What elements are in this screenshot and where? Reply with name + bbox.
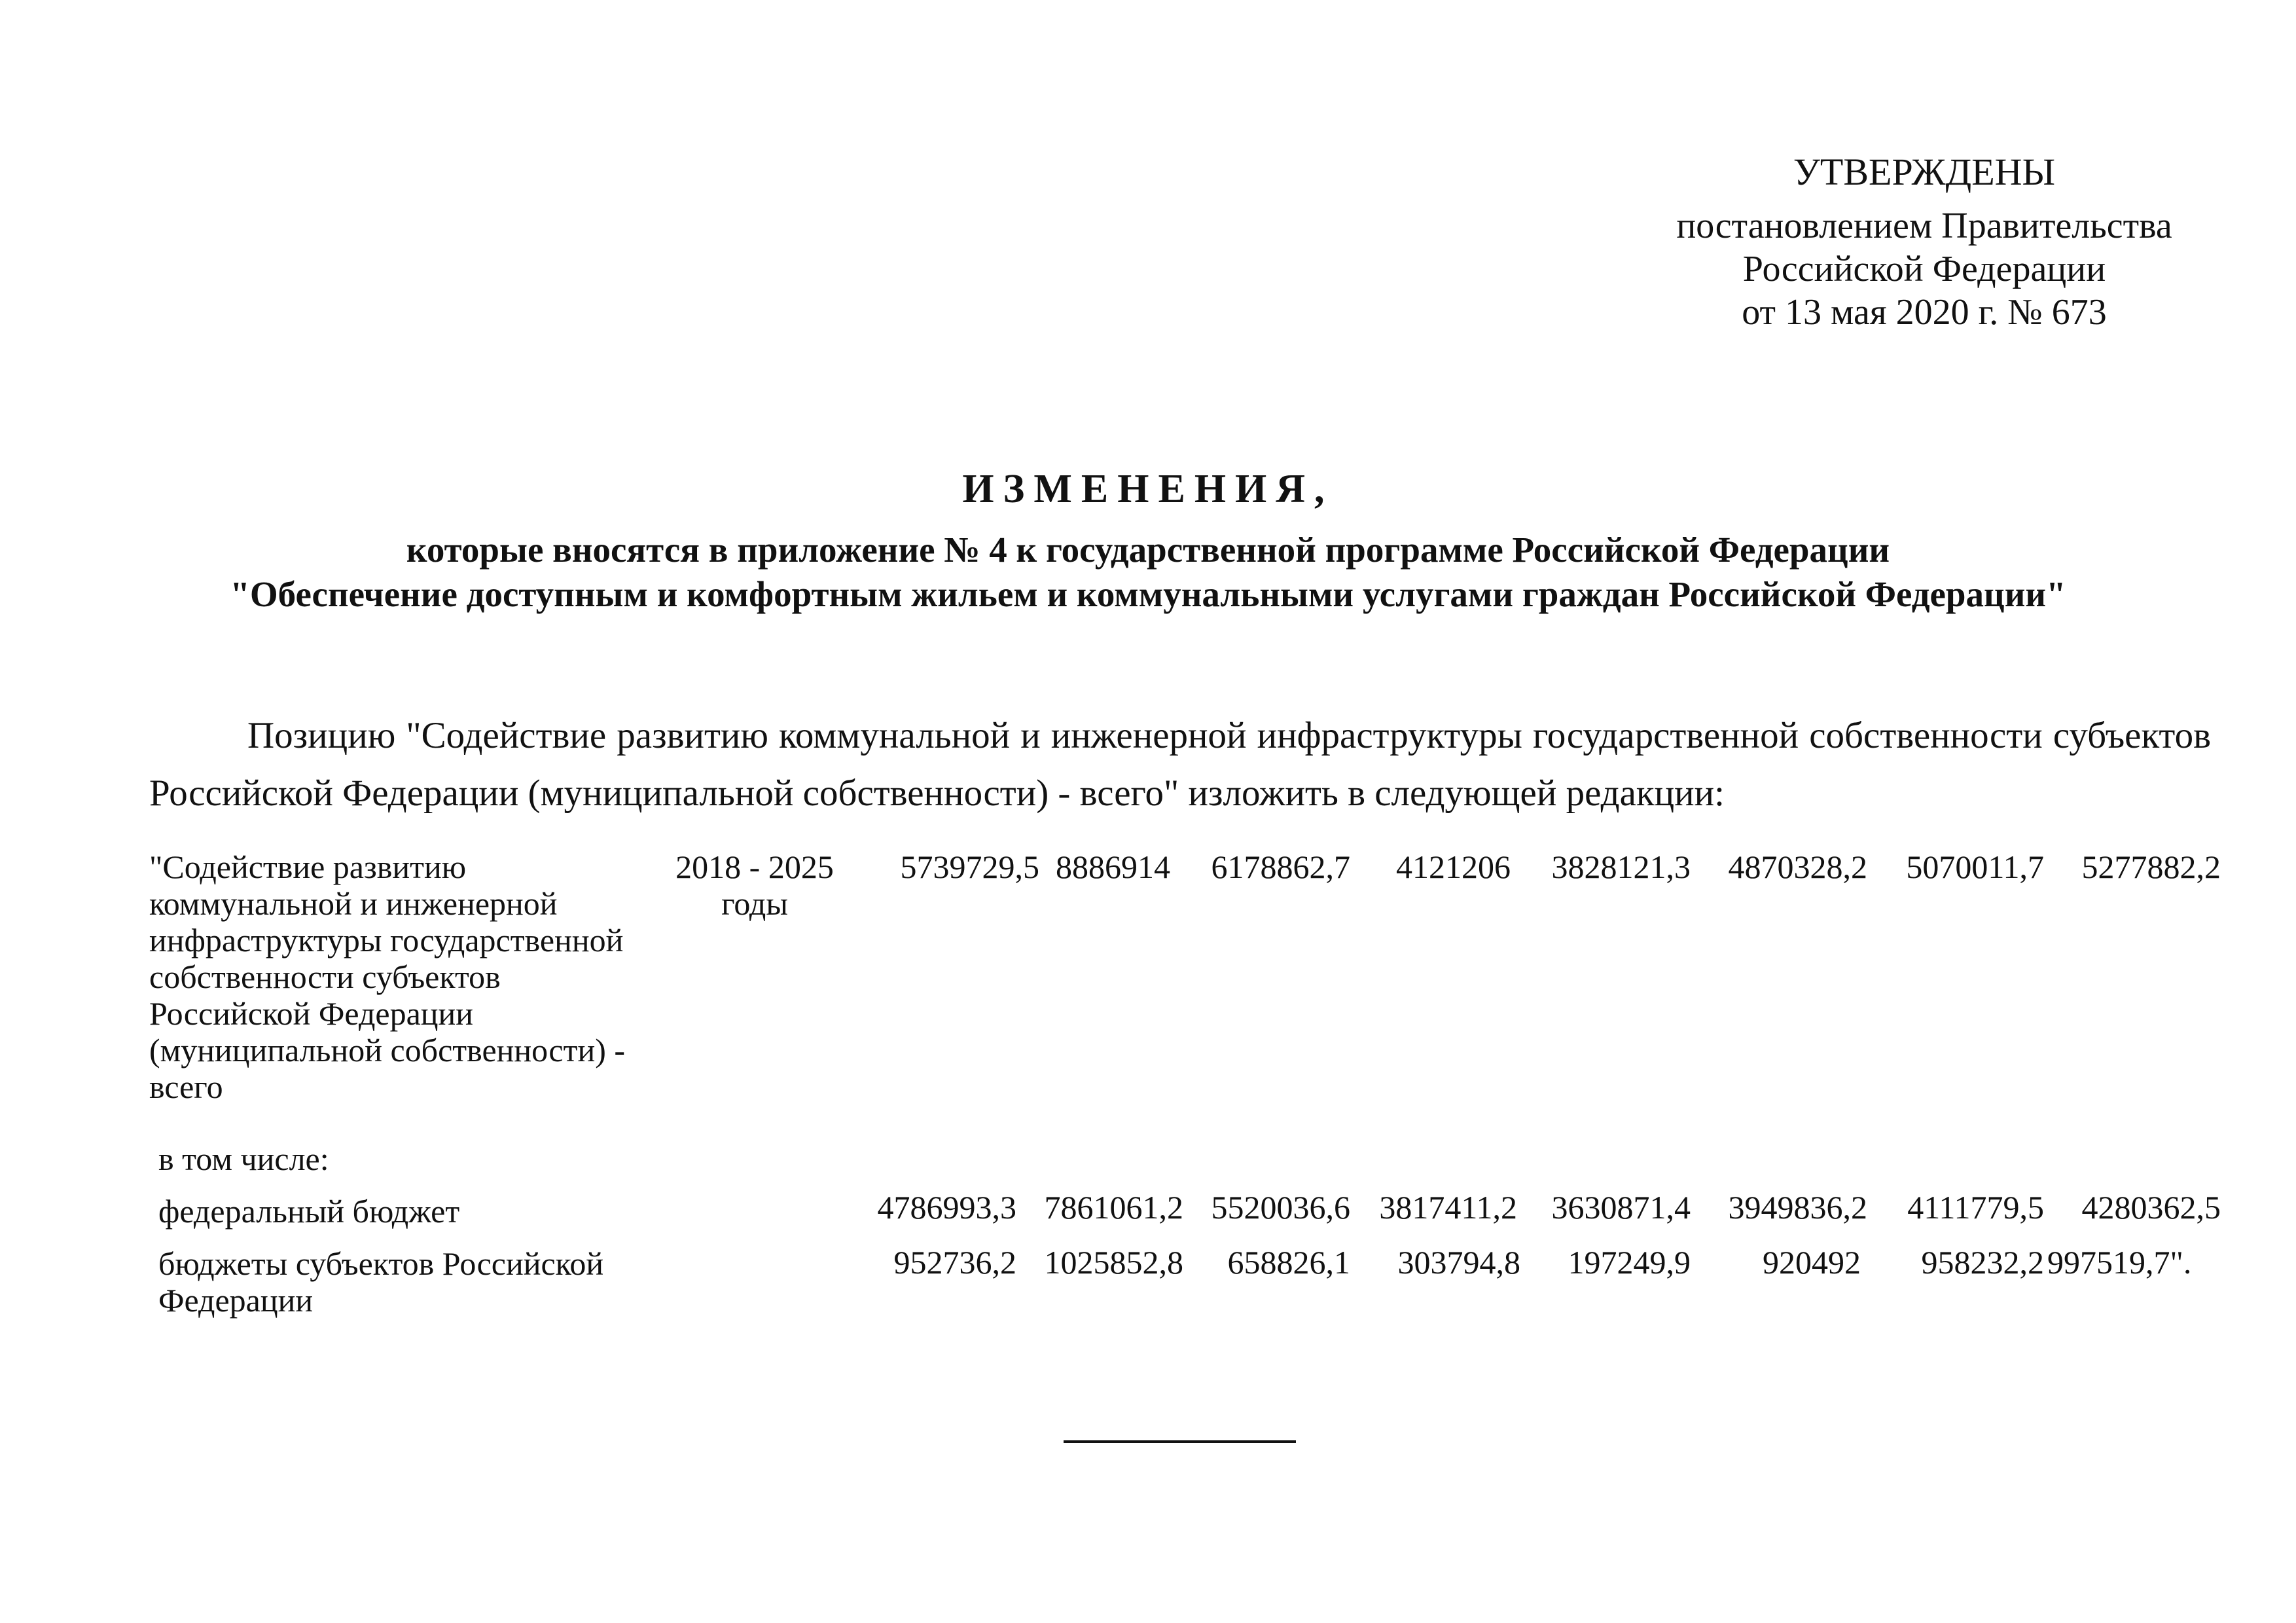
row-federal-value: 3817411,2 (1379, 1189, 1517, 1226)
row-federal-value: 4280362,5 (2081, 1189, 2221, 1226)
row-federal-value: 5520036,6 (1211, 1189, 1350, 1226)
row-total-label: "Содействие развитию коммунальной и инженерной инфраструктуры государственной собственности субъектов Российской Федерации (муниципальной собственности) - всего (149, 848, 626, 1105)
row-federal-value: 3630871,4 (1551, 1189, 1691, 1226)
row-federal-label: федеральный бюджет (158, 1193, 460, 1230)
row-total-value: 5277882,2 (2081, 848, 2221, 885)
row-total-value: 5070011,7 (1906, 848, 2044, 885)
row-including-label: в том числе: (158, 1140, 329, 1177)
row-regional-value: 920492 (1763, 1244, 1861, 1281)
document-subtitle-2: "Обеспечение доступным и комфортным жильем и коммунальными услугами граждан Российской Федерации" (230, 574, 2066, 614)
row-regional-value: 197249,9 (1568, 1244, 1691, 1281)
row-total-value: 5739729,5 (900, 848, 1039, 885)
row-federal-value: 4786993,3 (877, 1189, 1016, 1226)
row-total-value: 6178862,7 (1211, 848, 1350, 885)
approval-line-2: Российской Федерации (1742, 249, 2106, 289)
row-regional-value: 658826,1 (1227, 1244, 1350, 1281)
approval-line-1: постановлением Правительства (1676, 206, 2172, 246)
row-total-value: 8886914 (1056, 848, 1170, 885)
row-federal-value: 7861061,2 (1044, 1189, 1183, 1226)
row-federal-value: 4111779,5 (1907, 1189, 2044, 1226)
row-regional-value: 303794,8 (1397, 1244, 1520, 1281)
approval-block (1630, 151, 2219, 334)
document-subtitle-1: которые вносятся в приложение № 4 к государственной программе Российской Федерации (406, 530, 1890, 570)
row-regional-value: 952736,2 (893, 1244, 1016, 1281)
row-total-value: 3828121,3 (1551, 848, 1691, 885)
row-federal-value: 3949836,2 (1728, 1189, 1867, 1226)
row-regional-value: 1025852,8 (1044, 1244, 1183, 1281)
approval-title: УТВЕРЖДЕНЫ (1793, 151, 2056, 193)
intro-paragraph: Позицию "Содействие развитию коммунальной и инженерной инфраструктуры государственной собственности субъектов Российской Федерации (муниципальной собственности) - всего" изложить в следующей редакции: (149, 715, 2211, 814)
closing-rule (1064, 1440, 1296, 1443)
row-total-value: 4870328,2 (1728, 848, 1867, 885)
row-regional-value: 958232,2 (1921, 1244, 2044, 1281)
approval-line-3: от 13 мая 2020 г. № 673 (1742, 292, 2107, 333)
row-regional-value: 997519,7". (2047, 1244, 2192, 1281)
document-title: ИЗМЕНЕНИЯ, (962, 467, 1334, 511)
row-total-value: 4121206 (1396, 848, 1511, 885)
row-total-period: 2018 - 2025 годы (675, 848, 834, 922)
row-regional-label: бюджеты субъектов Российской Федерации (158, 1245, 604, 1319)
